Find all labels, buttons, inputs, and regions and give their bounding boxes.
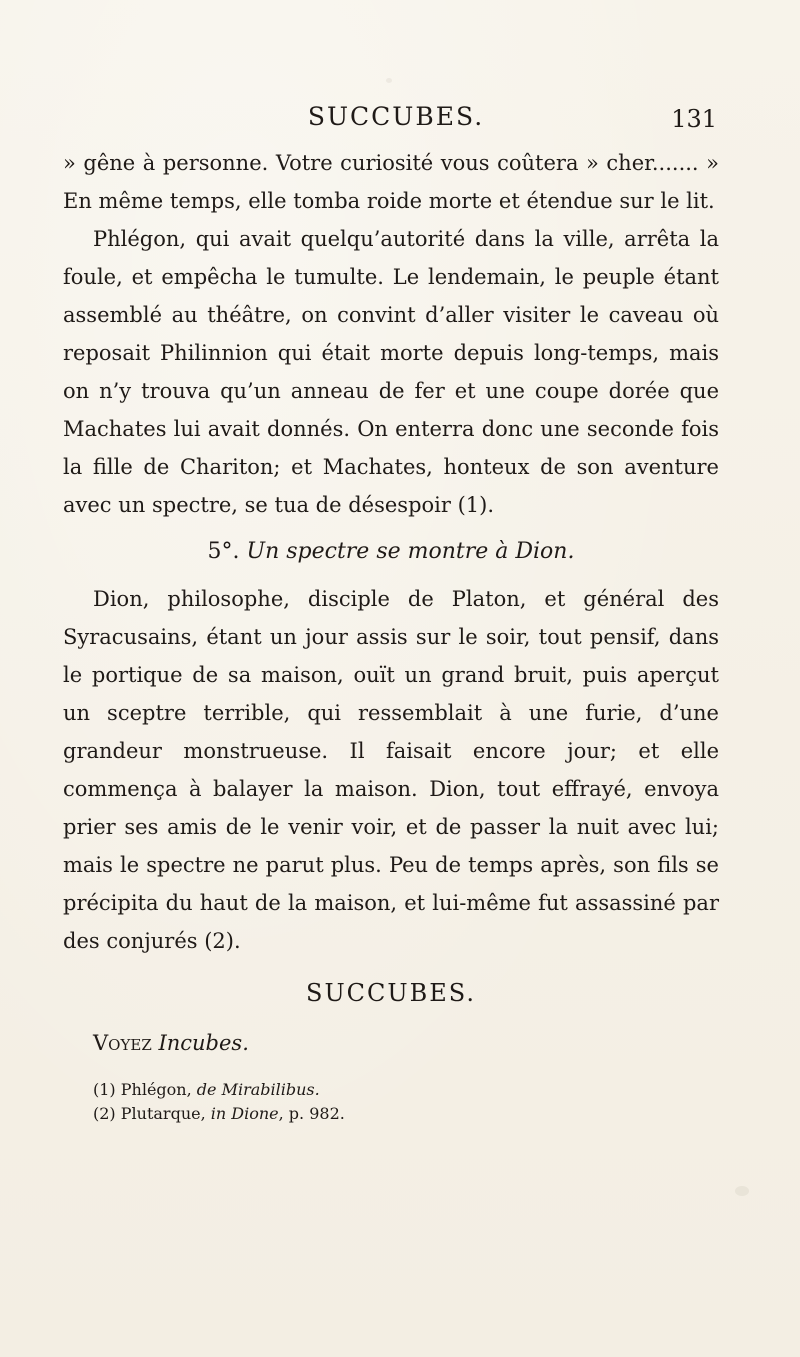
section-title: Un spectre se montre à Dion. bbox=[246, 539, 575, 564]
footnote-work: in Dione bbox=[210, 1104, 279, 1123]
footnote-author: Phlégon, bbox=[120, 1080, 192, 1099]
entry-heading: SUCCUBES. bbox=[306, 979, 476, 1007]
footnote-author: Plutarque, bbox=[120, 1104, 206, 1123]
paragraph: Phlégon, qui avait quelqu’autorité dans la ville, arrêta la foule, et empêcha le tumulte. Le lendemain, le peuple étant assemblé au théâtre, on convint d’aller visiter le caveau où reposait Philinnion qui était morte depuis long-temps, mais on n’y trouva qu’un anneau de fer et une coupe dorée que Machates lui avait donnés. On enterra donc une seconde fois la fille de Chariton; et Machates, honteux de son aventure avec un spectre, se tua de désespoir (1). bbox=[63, 227, 719, 517]
footnote-page: , p. 982. bbox=[278, 1104, 345, 1123]
footnote bbox=[63, 1078, 719, 1102]
page-header bbox=[75, 102, 717, 142]
footnote-work: de Mirabilibus. bbox=[196, 1080, 320, 1099]
see-target: Incubes. bbox=[158, 1031, 249, 1055]
see-word: Voyez bbox=[93, 1031, 152, 1055]
section-number: 5°. bbox=[207, 539, 240, 564]
page-number: 131 bbox=[671, 105, 717, 133]
footnote-mark: (2) bbox=[93, 1104, 116, 1123]
body-text bbox=[63, 144, 719, 1126]
paper-stain bbox=[735, 1186, 749, 1196]
cross-reference bbox=[63, 1024, 719, 1062]
footnote-mark: (1) bbox=[93, 1080, 116, 1099]
paragraph-continued: » gêne à personne. Votre curiosité vous coûtera » cher....... » En même temps, elle tomba roide morte et étendue sur le lit. bbox=[63, 151, 719, 213]
paper-stain bbox=[386, 78, 392, 83]
paragraph: Dion, philosophe, disciple de Platon, et général des Syracusains, étant un jour assis sur le soir, tout pensif, dans le portique de sa maison, ouït un grand bruit, puis aperçut un sceptre terrible, qui ressemblait à une furie, d’une grandeur monstrueuse. Il faisait encore jour; et elle commença à balayer la maison. Dion, tout effrayé, envoya prier ses amis de le venir voir, et de passer la nuit avec lui; mais le spectre ne parut plus. Peu de temps après, son fils se précipita du haut de la maison, et lui-même fut assassiné par des conjurés (2). bbox=[63, 587, 719, 953]
footnotes bbox=[63, 1078, 719, 1126]
footnote bbox=[63, 1102, 719, 1126]
section-heading bbox=[63, 532, 719, 572]
running-title: SUCCUBES. bbox=[307, 102, 485, 131]
